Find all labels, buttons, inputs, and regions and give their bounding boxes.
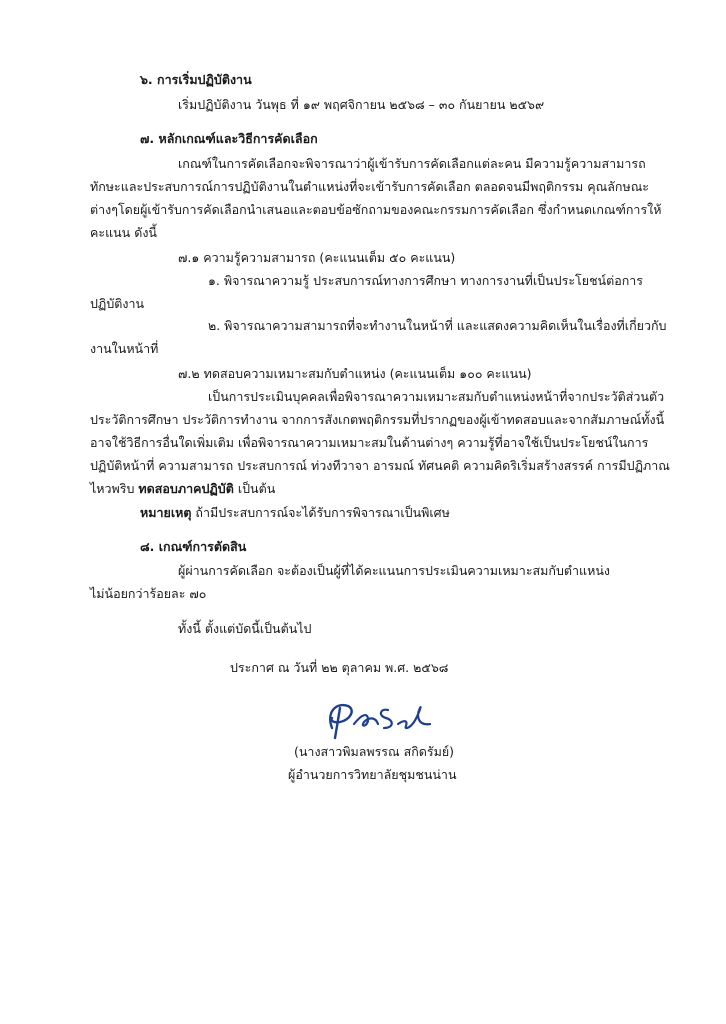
criterion-7-2-last-line <box>90 481 275 497</box>
section-7-intro-line: เกณฑ์ในการคัดเลือกจะพิจารณาว่าผู้เข้ารับการคัดเลือกแต่ละคน มีความรู้ความสามารถ <box>178 156 646 171</box>
signer-position: ผู้อำนวยการวิทยาลัยชุมชนน่าน <box>288 767 457 782</box>
section-7-intro-line: ต่างๆโดยผู้เข้ารับการคัดเลือกนำเสนอและตอบข้อซักถามของคณะกรรมการคัดเลือก ซึ่งกำหนดเกณฑ์การให้ <box>90 202 662 217</box>
criterion-7-2-last-suffix: เป็นต้น <box>233 481 276 496</box>
signer-name: (นางสาวพิมลพรรณ สกิดรัมย์) <box>294 744 455 759</box>
criterion-7-2-line: ประวัติการศึกษา ประวัติการทำงาน จากการสังเกตพฤติกรรมที่ปรากฏของผู้เข้าทดสอบและจากสัมภาษณ์ทั้งนี้ <box>90 412 665 427</box>
section-8-heading: ๘. เกณฑ์การตัดสิน <box>140 539 247 554</box>
signature-image <box>318 698 448 742</box>
criterion-7-2-line: อาจใช้วิธีการอื่นใดเพิ่มเติม เพื่อพิจารณาความเหมาะสมในด้านต่างๆ ความรู้ที่อาจใช้เป็นประโยชน์ในการ <box>90 435 649 450</box>
remark-label: หมายเหตุ <box>140 505 192 520</box>
section-6-start-date: เริ่มปฏิบัติงาน วันพุธ ที่ ๑๙ พฤศจิกายน ๒๕๖๘ – ๓๐ กันยายน ๒๕๖๙ <box>178 97 545 112</box>
criterion-7-1-item-1: ๑. พิจารณาความรู้ ประสบการณ์ทางการศึกษา ทางการงานที่เป็นประโยชน์ต่อการ <box>208 273 644 288</box>
criterion-7-1-title: ๗.๑ ความรู้ความสามารถ (คะแนนเต็ม ๕๐ คะแนน) <box>178 250 456 265</box>
criterion-7-2-last-prefix: ไหวพริบ <box>90 481 139 496</box>
criterion-7-1-item-2-cont: งานในหน้าที่ <box>90 341 159 356</box>
effective-statement: ทั้งนี้ ตั้งแต่บัดนี้เป็นต้นไป <box>178 621 312 636</box>
section-7-heading: ๗. หลักเกณฑ์และวิธีการคัดเลือก <box>140 131 318 146</box>
announcement-date: ประกาศ ณ วันที่ ๒๒ ตุลาคม พ.ศ. ๒๕๖๘ <box>230 660 449 675</box>
section-8-line: ไม่น้อยกว่าร้อยละ ๗๐ <box>90 586 207 601</box>
criterion-7-2-title: ๗.๒ ทดสอบความเหมาะสมกับตำแหน่ง (คะแนนเต็ม ๑๐๐ คะแนน) <box>178 366 532 381</box>
criterion-7-2-line: ปฏิบัติหน้าที่ ความสามารถ ประสบการณ์ ท่วงทีวาจา อารมณ์ ทัศนคติ ความคิดริเริ่มสร้างสรรค์ การมีปฏิภาณ <box>90 458 670 473</box>
criterion-7-2-line: เป็นการประเมินบุคคลเพื่อพิจารณาความเหมาะสมกับตำแหน่งหน้าที่จากประวัติส่วนตัว <box>208 389 665 404</box>
remark-text: ถ้ามีประสบการณ์จะได้รับการพิจารณาเป็นพิเศษ <box>191 505 450 520</box>
section-8-line: ผู้ผ่านการคัดเลือก จะต้องเป็นผู้ที่ได้คะแนนการประเมินความเหมาะสมกับตำแหน่ง <box>178 563 610 578</box>
practical-test-label: ทดสอบภาคปฏิบัติ <box>138 481 234 496</box>
criterion-7-1-item-2: ๒. พิจารณาความสามารถที่จะทำงานในหน้าที่ และแสดงความคิดเห็นในเรื่องที่เกี่ยวกับ <box>208 318 667 333</box>
section-7-intro-line: คะแนน ดังนี้ <box>90 225 157 240</box>
section-6-heading: ๖. การเริ่มปฏิบัติงาน <box>140 72 252 87</box>
section-7-intro-line: ทักษะและประสบการณ์การปฏิบัติงานในตำแหน่งที่จะเข้ารับการคัดเลือก ตลอดจนมีพฤติกรรม คุณลักษณะ <box>90 179 650 194</box>
remark-line <box>140 505 450 521</box>
criterion-7-1-item-1-cont: ปฏิบัติงาน <box>90 296 145 311</box>
